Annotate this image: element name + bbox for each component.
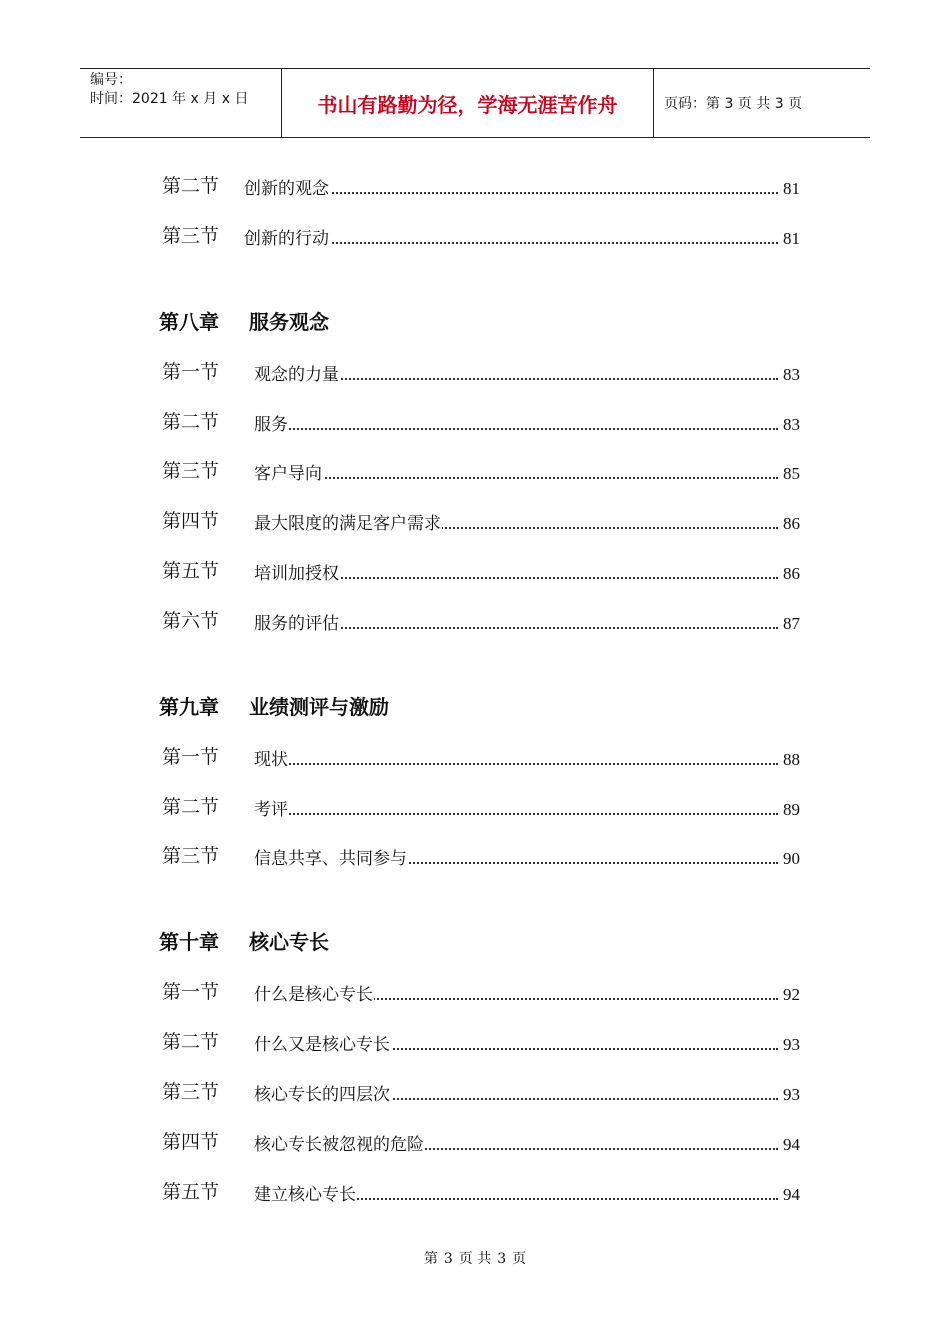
toc-section-title: 核心专长的四层次 (254, 1080, 391, 1105)
toc-section-title: 观念的力量 (254, 360, 340, 385)
toc-chapter-title: 业绩测评与激励 (249, 694, 389, 719)
toc-entry[interactable] (162, 793, 800, 821)
toc-chapter-label: 第八章 (159, 309, 219, 334)
toc-leader-dots (254, 813, 778, 815)
toc-leader-dots (254, 477, 778, 479)
toc-entry[interactable] (162, 358, 800, 386)
toc-page-number: 92 (783, 985, 800, 1005)
toc-entry[interactable] (162, 1078, 800, 1106)
toc-leader-dots (254, 428, 778, 430)
document-header (80, 68, 870, 138)
header-page-info: 页码：第 3 页 共 3 页 (664, 96, 803, 112)
toc-section-title: 服务的评估 (254, 609, 340, 634)
toc-section-title: 考评 (254, 795, 289, 820)
toc-entry[interactable] (162, 1178, 800, 1206)
toc-page-number: 89 (783, 799, 800, 819)
toc-entry[interactable] (162, 978, 800, 1006)
toc-chapter-title: 服务观念 (249, 309, 329, 334)
footer-prefix: 第 (423, 1251, 438, 1267)
header-meta (90, 71, 248, 109)
toc-section-number: 第三节 (162, 224, 220, 247)
toc-entry[interactable] (162, 507, 800, 535)
footer-mid: 页 共 (458, 1251, 492, 1267)
toc-chapter-heading[interactable] (159, 926, 329, 956)
toc-section-number: 第一节 (162, 981, 220, 1004)
doc-time-label: 时间：2021 年 x 月 x 日 (90, 91, 249, 107)
toc-page-number: 87 (783, 613, 800, 633)
toc-section-title: 创新的观念 (244, 174, 330, 199)
toc-section-number: 第二节 (162, 795, 220, 818)
toc-leader-dots (254, 763, 778, 765)
toc-page-number: 85 (783, 464, 800, 484)
toc-section-title: 核心专长被忽视的危险 (254, 1130, 425, 1155)
toc-section-title: 信息共享、共同参与 (254, 844, 408, 869)
toc-section-number: 第三节 (162, 460, 220, 483)
toc-section-title: 创新的行动 (244, 224, 330, 249)
toc-section-number: 第一节 (162, 745, 220, 768)
toc-page-number: 93 (783, 1035, 800, 1055)
toc-chapter-heading[interactable] (159, 306, 329, 336)
toc-entry[interactable] (162, 408, 800, 436)
toc-entry[interactable] (162, 607, 800, 635)
toc-section-number: 第五节 (162, 560, 220, 582)
toc-page-number: 90 (783, 849, 800, 869)
toc-entry[interactable] (162, 743, 800, 771)
toc-section-number: 第二节 (162, 175, 220, 197)
toc-page-number: 81 (783, 179, 800, 198)
toc-page-number: 94 (783, 1184, 800, 1204)
page-footer (0, 1248, 950, 1268)
toc-entry[interactable] (162, 557, 800, 585)
toc-section-number: 第四节 (162, 510, 220, 533)
toc-section-title: 服务 (254, 410, 289, 435)
toc-section-number: 第四节 (162, 1130, 220, 1153)
toc-page-number: 83 (783, 414, 800, 434)
toc-entry[interactable] (162, 457, 800, 485)
toc-section-number: 第一节 (162, 360, 220, 383)
toc-entry[interactable] (162, 1128, 800, 1156)
doc-number-label: 编号： (90, 72, 132, 88)
footer-total-pages: 3 (497, 1251, 507, 1267)
toc-entry[interactable] (162, 842, 800, 870)
footer-current-page: 3 (443, 1251, 453, 1267)
toc-section-number: 第二节 (162, 410, 220, 433)
toc-page-number: 86 (783, 564, 800, 583)
toc-section-title: 建立核心专长 (254, 1180, 357, 1205)
toc-section-number: 第五节 (162, 1180, 220, 1203)
toc-page-number: 86 (783, 514, 800, 534)
toc-page-number: 93 (783, 1085, 800, 1104)
header-divider (653, 69, 654, 137)
toc-section-title: 什么是核心专长 (254, 980, 374, 1005)
toc-entry[interactable] (162, 1028, 800, 1056)
toc-page-number: 88 (783, 749, 800, 769)
toc-page-number: 83 (783, 364, 800, 384)
toc-chapter-label: 第九章 (159, 694, 219, 719)
toc-entry[interactable] (162, 222, 800, 250)
toc-section-number: 第三节 (162, 1081, 220, 1103)
toc-section-number: 第三节 (162, 845, 220, 868)
footer-suffix: 页 (512, 1251, 527, 1267)
toc-chapter-label: 第十章 (159, 930, 219, 955)
toc-page-number: 94 (783, 1134, 800, 1154)
toc-entry[interactable] (162, 172, 800, 200)
header-slogan: 书山有路勤为径，学海无涯苦作舟 (317, 92, 618, 117)
toc-section-number: 第六节 (162, 609, 220, 632)
toc-section-title: 什么又是核心专长 (254, 1030, 391, 1055)
toc-page-number: 81 (783, 228, 800, 248)
toc-section-title: 培训加授权 (254, 559, 340, 584)
toc-section-title: 客户导向 (254, 459, 323, 484)
toc-section-number: 第二节 (162, 1031, 220, 1054)
toc-chapter-heading[interactable] (159, 691, 389, 721)
toc-section-title: 最大限度的满足客户需求 (254, 509, 442, 534)
toc-chapter-title: 核心专长 (249, 930, 329, 955)
toc-section-title: 现状 (254, 745, 289, 770)
